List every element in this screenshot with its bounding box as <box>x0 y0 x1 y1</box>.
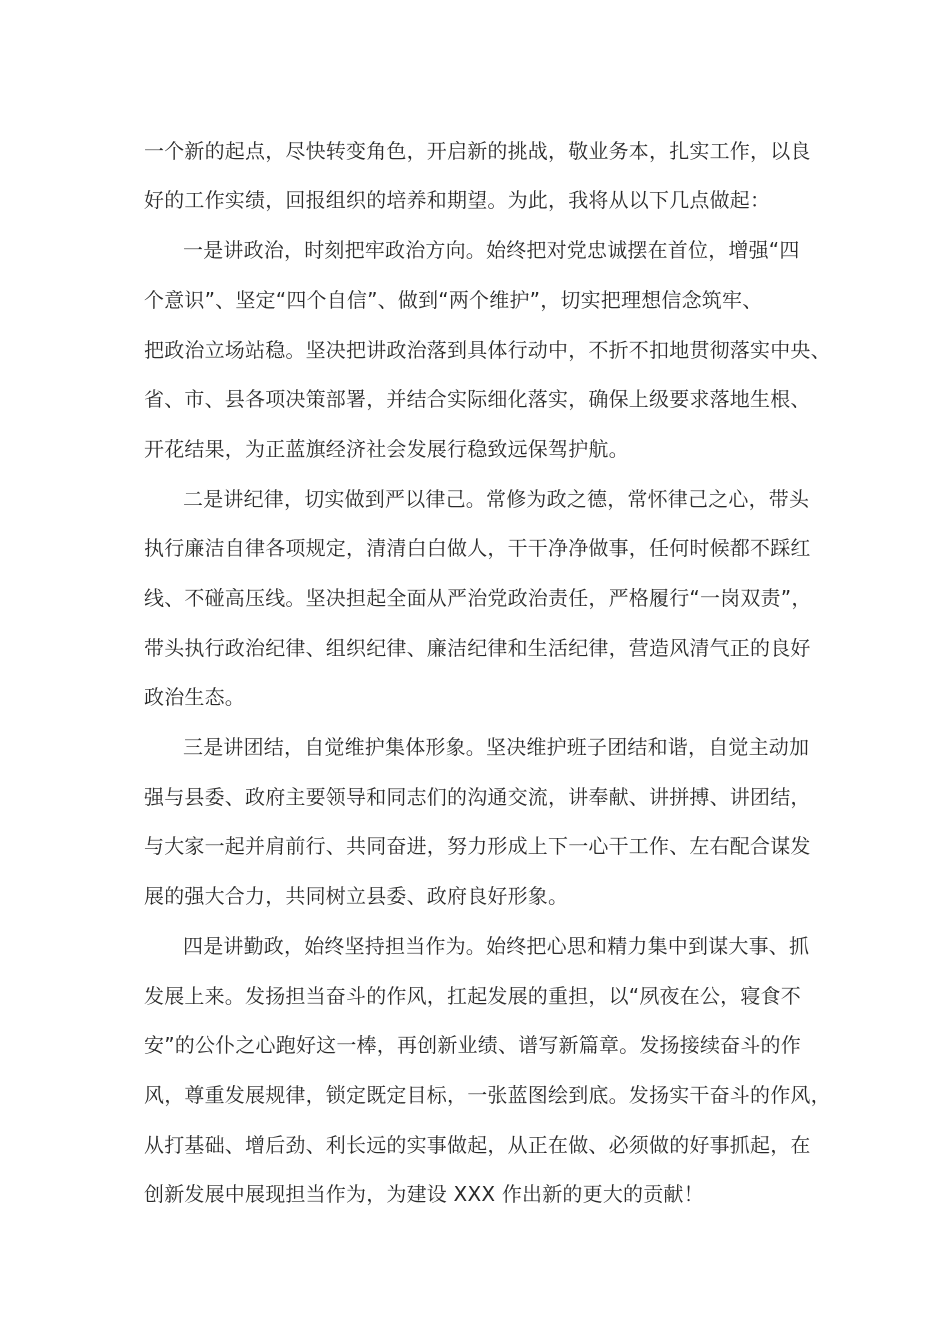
text-line: 发展上来。发扬担当奋斗的作风，扛起发展的重担，以“夙夜在公，寝食不 <box>144 984 801 1008</box>
text-line: 带头执行政治纪律、组织纪律、廉洁纪律和生活纪律，营造风清气正的良好 <box>144 636 811 660</box>
paragraph-4-first-line: 四是讲勤政，始终坚持担当作为。始终把心思和精力集中到谋大事、抓 <box>183 934 810 958</box>
paragraph-3-first-line: 三是讲团结，自觉维护集体形象。坚决维护班子团结和谐，自觉主动加 <box>183 735 810 759</box>
paragraph-1-first-line: 一是讲政治，时刻把牢政治方向。始终把对党忠诚摆在首位，增强“四 <box>183 238 800 262</box>
text-line: 展的强大合力，共同树立县委、政府良好形象。 <box>144 884 569 908</box>
text-line: 风，尊重发展规律，锁定既定目标，一张蓝图绘到底。发扬实干奋斗的作风， <box>144 1083 831 1107</box>
text-line: 安”的公仆之心跑好这一棒，再创新业绩、谱写新篇章。发扬接续奋斗的作 <box>144 1033 801 1057</box>
text-line: 一个新的起点，尽快转变角色，开启新的挑战，敬业务本，扎实工作，以良 <box>144 139 811 163</box>
text-line: 执行廉洁自律各项规定，清清白白做人，干干净净做事，任何时候都不踩红 <box>144 536 811 560</box>
text-line: 好的工作实绩，回报组织的培养和期望。为此，我将从以下几点做起： <box>144 188 771 212</box>
text-line: 开花结果，为正蓝旗经济社会发展行稳致远保驾护航。 <box>144 437 629 461</box>
text-line: 把政治立场站稳。坚决把讲政治落到具体行动中，不折不扣地贯彻落实中央、 <box>144 338 831 362</box>
text-line: 与大家一起并肩前行、共同奋进，努力形成上下一心干工作、左右配合谋发 <box>144 834 811 858</box>
text-line: 省、市、县各项决策部署，并结合实际细化落实，确保上级要求落地生根、 <box>144 387 811 411</box>
text-line: 从打基础、增后劲、利长远的实事做起，从正在做、必须做的好事抓起，在 <box>144 1133 811 1157</box>
text-line: 强与县委、政府主要领导和同志们的沟通交流，讲奉献、讲拼搏、讲团结， <box>144 785 811 809</box>
paragraph-2-first-line: 二是讲纪律，切实做到严以律己。常修为政之德，常怀律己之心，带头 <box>183 487 810 511</box>
text-line: 个意识”、坚定“四个自信”、做到“两个维护”，切实把理想信念筑牢、 <box>144 288 763 312</box>
text-line: 政治生态。 <box>144 685 245 709</box>
text-line: 线、不碰高压线。坚决担起全面从严治党政治责任，严格履行“一岗双责”， <box>144 586 812 610</box>
text-line: 创新发展中展现担当作为，为建设 XXX 作出新的更大的贡献！ <box>144 1182 704 1206</box>
